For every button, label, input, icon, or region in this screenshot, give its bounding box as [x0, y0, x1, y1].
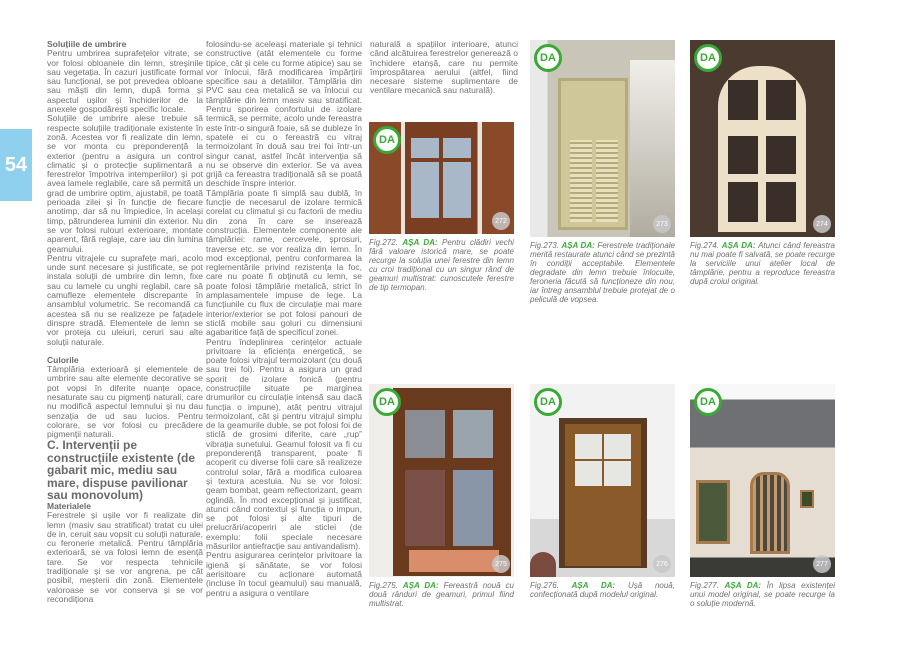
figure-274 [690, 40, 835, 286]
paragraph: Tâmplăria poate fi simplă sau dublă, în funcție de necesarul de izolare termică corelat cu climatul și cu factorii de mediu din zona în care se inserează construcția. Elementele componente ale tâmplăriei: rame, cercevele, șprosuri, traverse etc. se vor realiza din lemn. În mod excepțional, pentru conformarea la reglementările privind rezistența la foc, care nu poate fi obținută cu lemn, se poate folosi tâmplărie metalică, strict în amplasamentele impuse de lege. La funcțiunile cu flux de circulație mai mare interior/exterior se pot folosi panouri de sticlă mobile sau goluri cu dimensiuni agabaritice față de specificul zonei. [206, 187, 362, 338]
figure-number: 277 [813, 555, 831, 573]
photo-restored-shutters [530, 40, 675, 237]
photo-new-window-frame [690, 40, 835, 237]
figure-caption: Fig.273. AȘA DA: Ferestrele tradiționale merită restaurate atunci când se prezintă în condiții acceptabile. Elementele degradate din lemn trebuie înlocuite, feroneria făcută să funcționeze din nou, iar întreg ansamblul trebuie protejat de o peliculă de vopsea. [530, 241, 675, 304]
figure-276 [530, 384, 675, 599]
photo-modern-solution [690, 384, 835, 577]
text-column-1 [47, 40, 203, 604]
figure-number: 274 [813, 215, 831, 233]
da-badge: DA [373, 388, 401, 416]
heading-umbrire: Soluțiile de umbrire [47, 39, 127, 49]
da-badge: DA [694, 388, 722, 416]
da-badge: DA [694, 44, 722, 72]
paragraph: Soluțiile de umbrire alese trebuie să respecte soluțiile tradiționale existente în zonă. Acestea vor fi realizate din lemn, se vor monta cu preponderență la exterior (pentru a asigura un control climatic și o protecție suplimentară a ferestrelor împotriva intemperiilor) și pot avea lamele reglabile, care să permită un grad de umbrire optim, ajustabil, pe toată perioada zilei și în funcție de fiecare anotimp, dar să nu împiedice, în același timp, pătrunderea luminii din exterior. Nu se vor folosi rulouri exterioare, montate aparent, fără reglaje, care iau din lumina geamului. [47, 113, 203, 254]
figure-number: 273 [653, 215, 671, 233]
paragraph: Ferestrele și ușile vor fi realizate din lemn (masiv sau stratificat) tratat cu ulei de in, ceruit sau vopsit cu soluții naturale, cu feronerie metalică. Pentru tâmplăria exterioară, se va folosi lemn de esență tare. Se vor respecta tehnicile tradiționale și se vor angrena, pe cât posibil, meșterii din zonă. Elementele valoroase se vor conserva și se vor recondiționa [47, 510, 203, 604]
figure-caption: Fig.277. AȘA DA: În lipsa existenței unui model original, se poate recurge la o soluție modernă. [690, 581, 835, 608]
da-badge: DA [373, 126, 401, 154]
figure-caption: Fig.274. AȘA DA: Atunci când fereastra nu mai poate fi salvată, se poate recurge la serviciile unui atelier local de tâmplărie, pentru a reproduce fereastra după croiul original. [690, 241, 835, 286]
paragraph: Pentru umbrirea suprafețelor vitrate, se vor folosi obloanele din lemn, streșinile sau vegetația. În cazuri justificate formal sau funcțional, se pot prevedea obloane sau măști din lemn, după forma și aspectul ușilor și închiderilor de la anexele gospodărești specific locale. [47, 48, 203, 115]
paragraph: Pentru asigurarea cerințelor privitoare la igienă și sănătate, se vor folosi aerisitoare cu acționare automată (incluse în tocul geamului) sau manuală, pentru a asigura o ventilare [206, 550, 362, 598]
page-number-tab [0, 129, 32, 201]
da-badge: DA [534, 388, 562, 416]
section-heading-c: C. Intervenții pe construcțiile existente (de gabarit mic, mediu sau mare, dispuse pavilionar sau monovolum) [47, 438, 196, 503]
paragraph: folosindu-se aceleași materiale și tehnici constructive (atât elementele cu forme tipice, cât și cele cu forme atipice) sau se vor înlocui, fără modificarea împărțirii specifice sau a detaliilor. Tâmplăria din PVC sau cea metalică se va înlocui cu tâmplărie din lemn masiv sau stratificat. Pentru sporirea confortului de izolare termică, se permite, acolo unde fereastra este într-o singură foaie, să se dubleze în spatele ei cu o fereastră cu vitraj termoizolant în două sau trei foi într-un singur canat, astfel încât intervenția să nu se observe din exterior. Se va avea grijă ca fereastra tradițională să se poată deschide înspre interior. [206, 39, 362, 189]
paragraph: naturală a spațiilor interioare, atunci când alcătuirea ferestrelor generează o închidere etanșă, care nu permite împrospătarea aerului (altfel, fiind necesare sisteme suplimentare de ventilare mecanică sau naturală). [370, 39, 518, 96]
figure-number: 275 [492, 555, 510, 573]
photo-new-door [530, 384, 675, 577]
heading-culorile: Culorile [47, 354, 79, 365]
figure-272 [369, 122, 514, 292]
figure-277 [690, 384, 835, 608]
figure-number: 276 [653, 555, 671, 573]
figure-273 [530, 40, 675, 304]
text-column-3 [370, 40, 518, 96]
figure-275 [369, 384, 514, 608]
paragraph: Pentru îndeplinirea cerințelor actuale privitoare la eficiența energetică, se poate folosi vitrajul termoizolant (cu două sau trei foi). Pentru a asigura un grad sporit de izolare fonică (pentru construcțiile situate pe marginea drumurilor cu circulație intensă sau dacă funcția o impune), atât pentru vitrajul termoizolant, cât și pentru vitrajul simplu de la geamurile duble, se pot folosi foi de sticlă de grosimi diferite, care „rup” vibrația sunetului. Geamul folosit va fi cu preponderență transparent, poate fi acoperit cu diverse folii care să realizeze controlul solar, fără a modifica culoarea și textura acestuia. Nu se vor folosi: geam bombat, geam reflectorizant, geam oglindă. În mod excepțional și justificat, atunci când contextul și funcția o impun, se pot folosi și alte tipuri de prelucrări/acoperiri ale sticlei (de exemplu: folii speciale necesare măsurilor antiefracție sau antivandalism). [206, 336, 362, 552]
heading-materialele: Materialele [47, 500, 91, 511]
paragraph: Pentru vitrajele cu suprafețe mari, acolo unde sunt necesare și justificate, se pot instala soluții de umbrire din lemn, fixe sau cu lamele cu unghi reglabil, care să camufleze elementele discrepante în ansamblul volumetric. Se recomandă ca acestea să nu se realizeze pe fațadele dinspre stradă. Elementele de lemn se vor proteja cu uleiuri, ceruri sau alte soluții naturale. [47, 252, 203, 347]
paragraph: Tâmplăria exterioară și elementele de umbrire sau alte elemente decorative se pot vopsi în diferite nuanțe opace, nesaturate sau cu pigmenți naturali, care nu modifică aspectul lemnului și nu dau senzația de ud sau lucios. Pentru colorare, se vor folosi cu precădere pigmenții naturali. [47, 364, 203, 440]
figure-caption: Fig.275. AȘA DA: Fereastră nouă cu două rânduri de geamuri, primul fiind multistrat. [369, 581, 514, 608]
figure-caption: Fig.276. AȘA DA: Ușă nouă, confecționată după modelul original. [530, 581, 675, 599]
photo-new-window [369, 384, 514, 577]
page-number: 54 [4, 153, 28, 176]
photo-window-shutters [369, 122, 514, 234]
text-column-2 [206, 40, 362, 598]
figure-number: 272 [492, 212, 510, 230]
da-badge: DA [534, 44, 562, 72]
figure-caption: Fig.272. AȘA DA: Pentru clădiri vechi fără valoare istorică mare, se poate recurge la soluția unei ferestre din lemn cu croi tradițional cu un singur rând de geamuri multistrat: cunoscutele ferestre de tip termopan. [369, 238, 514, 292]
